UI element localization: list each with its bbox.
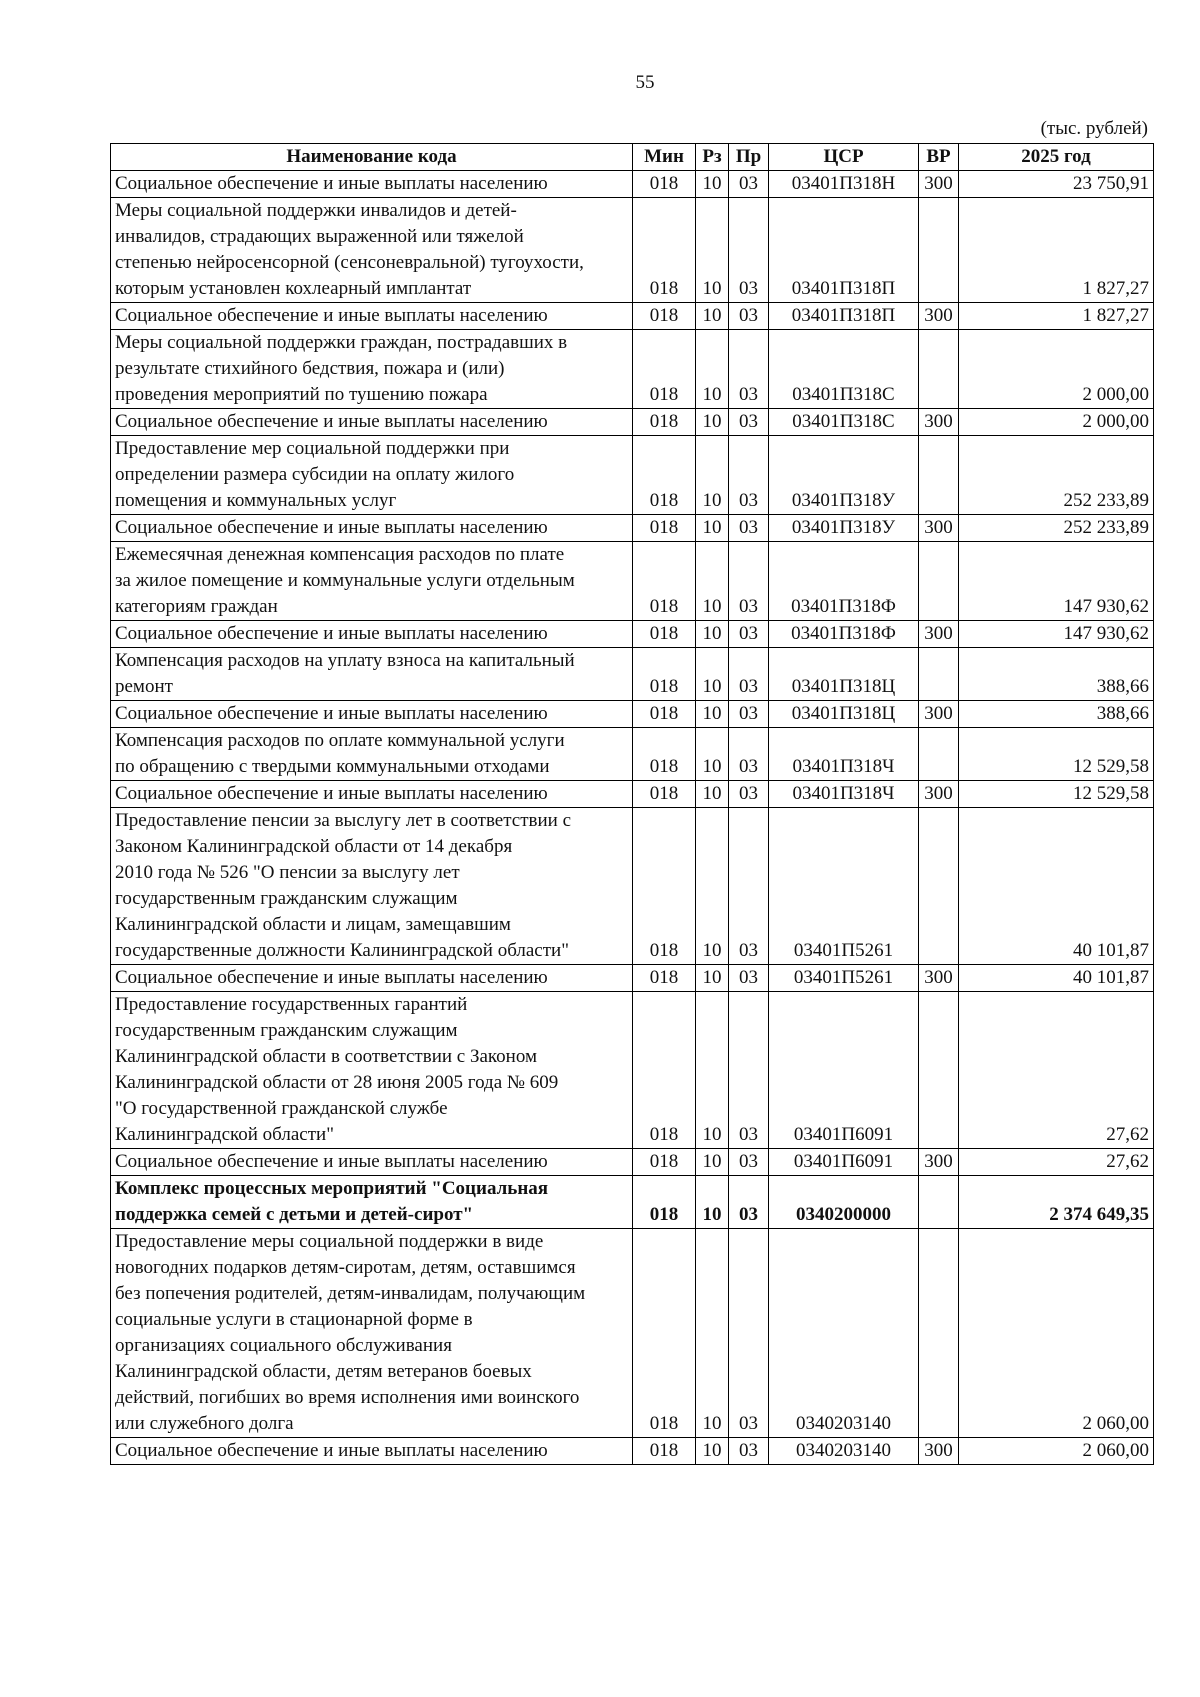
cell-amount: 12 529,58 [959, 728, 1154, 781]
cell-rz: 10 [696, 303, 729, 330]
cell-rz: 10 [696, 808, 729, 965]
cell-vr [919, 198, 959, 303]
table-row [111, 542, 1154, 621]
cell-pr: 03 [729, 648, 769, 701]
cell-rz: 10 [696, 728, 729, 781]
cell-min: 018 [633, 198, 696, 303]
cell-name: Социальное обеспечение и иные выплаты населению [111, 1149, 633, 1176]
cell-pr: 03 [729, 542, 769, 621]
cell-rz: 10 [696, 1149, 729, 1176]
cell-min: 018 [633, 808, 696, 965]
cell-csr: 03401П6091 [769, 992, 919, 1149]
cell-min: 018 [633, 728, 696, 781]
cell-amount: 2 000,00 [959, 330, 1154, 409]
cell-pr: 03 [729, 1229, 769, 1438]
cell-csr: 03401П318С [769, 409, 919, 436]
table-row [111, 198, 1154, 303]
units-label: (тыс. рублей) [1040, 118, 1148, 139]
cell-name: Социальное обеспечение и иные выплаты населению [111, 171, 633, 198]
cell-vr [919, 542, 959, 621]
cell-vr [919, 648, 959, 701]
cell-csr: 03401П6091 [769, 1149, 919, 1176]
table-row [111, 621, 1154, 648]
cell-name: Социальное обеспечение и иные выплаты населению [111, 965, 633, 992]
cell-csr: 03401П318Ч [769, 728, 919, 781]
cell-min: 018 [633, 1438, 696, 1465]
cell-amount: 2 060,00 [959, 1438, 1154, 1465]
cell-name: Социальное обеспечение и иные выплаты населению [111, 781, 633, 808]
table-row [111, 701, 1154, 728]
cell-vr [919, 808, 959, 965]
table-row [111, 1229, 1154, 1438]
cell-amount: 12 529,58 [959, 781, 1154, 808]
cell-csr: 0340203140 [769, 1229, 919, 1438]
table-row [111, 1438, 1154, 1465]
cell-pr: 03 [729, 436, 769, 515]
cell-amount: 23 750,91 [959, 171, 1154, 198]
cell-rz: 10 [696, 1438, 729, 1465]
cell-pr: 03 [729, 728, 769, 781]
cell-min: 018 [633, 1176, 696, 1229]
cell-amount: 388,66 [959, 701, 1154, 728]
cell-amount: 27,62 [959, 992, 1154, 1149]
cell-pr: 03 [729, 992, 769, 1149]
table-row [111, 648, 1154, 701]
cell-pr: 03 [729, 198, 769, 303]
cell-rz: 10 [696, 409, 729, 436]
cell-name: Предоставление меры социальной поддержки в виде новогодних подарков детям-сиротам, детям, оставшимся без попечения родителей, детям-инвалидам, получающим социальные услуги в стационарной форме в организациях социального обслуживания Калининградской области, детям ветеранов боевых действий, погибших во время исполнения ими воинского или служебного долга [111, 1229, 633, 1438]
cell-name: Компенсация расходов по оплате коммунальной услуги по обращению с твердыми коммунальными отходами [111, 728, 633, 781]
cell-rz: 10 [696, 515, 729, 542]
cell-name: Ежемесячная денежная компенсация расходов по плате за жилое помещение и коммунальные услуги отдельным категориям граждан [111, 542, 633, 621]
cell-csr: 03401П318С [769, 330, 919, 409]
budget-table [110, 143, 1154, 1465]
table-row [111, 1176, 1154, 1229]
cell-csr: 03401П318Ц [769, 648, 919, 701]
cell-min: 018 [633, 992, 696, 1149]
cell-pr: 03 [729, 409, 769, 436]
cell-csr: 03401П318П [769, 303, 919, 330]
cell-csr: 03401П318Ч [769, 781, 919, 808]
table-row [111, 303, 1154, 330]
cell-rz: 10 [696, 992, 729, 1149]
cell-csr: 03401П318Ф [769, 621, 919, 648]
cell-name: Социальное обеспечение и иные выплаты населению [111, 1438, 633, 1465]
cell-csr: 0340200000 [769, 1176, 919, 1229]
table-row [111, 409, 1154, 436]
cell-amount: 1 827,27 [959, 303, 1154, 330]
cell-min: 018 [633, 303, 696, 330]
cell-vr: 300 [919, 621, 959, 648]
cell-vr: 300 [919, 781, 959, 808]
cell-vr: 300 [919, 409, 959, 436]
table-row [111, 436, 1154, 515]
cell-vr: 300 [919, 965, 959, 992]
cell-name: Меры социальной поддержки инвалидов и детей- инвалидов, страдающих выраженной или тяжелой степенью нейросенсорной (сенсоневральной) тугоухости, которым установлен кохлеарный имплантат [111, 198, 633, 303]
table-header-row [111, 144, 1154, 171]
cell-amount: 2 000,00 [959, 409, 1154, 436]
cell-rz: 10 [696, 436, 729, 515]
cell-rz: 10 [696, 542, 729, 621]
header-amount: 2025 год [959, 144, 1154, 171]
cell-min: 018 [633, 409, 696, 436]
cell-min: 018 [633, 781, 696, 808]
cell-amount: 40 101,87 [959, 808, 1154, 965]
cell-pr: 03 [729, 1438, 769, 1465]
cell-name: Предоставление пенсии за выслугу лет в соответствии с Законом Калининградской области от 14 декабря 2010 года № 526 "О пенсии за выслугу лет государственным гражданским служащим Калининградской области и лицам, замещавшим государственные должности Калининградской области" [111, 808, 633, 965]
cell-rz: 10 [696, 198, 729, 303]
cell-pr: 03 [729, 781, 769, 808]
header-rz: Рз [696, 144, 729, 171]
cell-min: 018 [633, 1149, 696, 1176]
cell-name: Социальное обеспечение и иные выплаты населению [111, 621, 633, 648]
cell-amount: 252 233,89 [959, 515, 1154, 542]
cell-csr: 03401П318Н [769, 171, 919, 198]
cell-csr: 03401П318Ф [769, 542, 919, 621]
cell-name: Предоставление мер социальной поддержки при определении размера субсидии на оплату жилого помещения и коммунальных услуг [111, 436, 633, 515]
cell-amount: 252 233,89 [959, 436, 1154, 515]
cell-csr: 03401П318П [769, 198, 919, 303]
cell-pr: 03 [729, 171, 769, 198]
table-row [111, 781, 1154, 808]
cell-amount: 388,66 [959, 648, 1154, 701]
table-row [111, 1149, 1154, 1176]
cell-csr: 03401П318Ц [769, 701, 919, 728]
cell-name: Меры социальной поддержки граждан, пострадавших в результате стихийного бедствия, пожара и (или) проведения мероприятий по тушению пожара [111, 330, 633, 409]
cell-rz: 10 [696, 171, 729, 198]
cell-vr [919, 436, 959, 515]
header-min: Мин [633, 144, 696, 171]
cell-csr: 03401П5261 [769, 808, 919, 965]
cell-amount: 1 827,27 [959, 198, 1154, 303]
cell-vr: 300 [919, 515, 959, 542]
cell-pr: 03 [729, 330, 769, 409]
table-row [111, 171, 1154, 198]
cell-name: Социальное обеспечение и иные выплаты населению [111, 409, 633, 436]
cell-rz: 10 [696, 648, 729, 701]
cell-min: 018 [633, 965, 696, 992]
cell-rz: 10 [696, 1229, 729, 1438]
header-vr: ВР [919, 144, 959, 171]
page-number: 55 [635, 72, 655, 93]
cell-pr: 03 [729, 965, 769, 992]
cell-vr [919, 992, 959, 1149]
header-csr: ЦСР [769, 144, 919, 171]
cell-csr: 0340203140 [769, 1438, 919, 1465]
cell-vr [919, 1229, 959, 1438]
header-pr: Пр [729, 144, 769, 171]
table-row [111, 992, 1154, 1149]
cell-min: 018 [633, 542, 696, 621]
cell-amount: 2 374 649,35 [959, 1176, 1154, 1229]
cell-pr: 03 [729, 1176, 769, 1229]
cell-name: Комплекс процессных мероприятий "Социальная поддержка семей с детьми и детей-сирот" [111, 1176, 633, 1229]
cell-vr [919, 1176, 959, 1229]
cell-pr: 03 [729, 808, 769, 965]
cell-vr: 300 [919, 1438, 959, 1465]
cell-pr: 03 [729, 621, 769, 648]
cell-csr: 03401П318У [769, 515, 919, 542]
cell-min: 018 [633, 701, 696, 728]
header-name: Наименование кода [111, 144, 633, 171]
cell-amount: 2 060,00 [959, 1229, 1154, 1438]
cell-amount: 147 930,62 [959, 542, 1154, 621]
cell-vr: 300 [919, 303, 959, 330]
cell-min: 018 [633, 330, 696, 409]
table-row [111, 808, 1154, 965]
cell-rz: 10 [696, 781, 729, 808]
cell-min: 018 [633, 436, 696, 515]
cell-min: 018 [633, 621, 696, 648]
cell-name: Социальное обеспечение и иные выплаты населению [111, 515, 633, 542]
cell-rz: 10 [696, 701, 729, 728]
cell-vr [919, 330, 959, 409]
table-row [111, 330, 1154, 409]
table-row [111, 515, 1154, 542]
cell-csr: 03401П318У [769, 436, 919, 515]
cell-amount: 147 930,62 [959, 621, 1154, 648]
table-row [111, 965, 1154, 992]
cell-pr: 03 [729, 701, 769, 728]
cell-rz: 10 [696, 965, 729, 992]
cell-pr: 03 [729, 1149, 769, 1176]
cell-min: 018 [633, 171, 696, 198]
cell-name: Социальное обеспечение и иные выплаты населению [111, 701, 633, 728]
cell-vr [919, 728, 959, 781]
cell-amount: 27,62 [959, 1149, 1154, 1176]
cell-rz: 10 [696, 1176, 729, 1229]
cell-vr: 300 [919, 1149, 959, 1176]
cell-name: Социальное обеспечение и иные выплаты населению [111, 303, 633, 330]
cell-vr: 300 [919, 171, 959, 198]
cell-pr: 03 [729, 303, 769, 330]
cell-min: 018 [633, 515, 696, 542]
cell-amount: 40 101,87 [959, 965, 1154, 992]
cell-rz: 10 [696, 621, 729, 648]
cell-min: 018 [633, 648, 696, 701]
cell-vr: 300 [919, 701, 959, 728]
cell-name: Предоставление государственных гарантий государственным гражданским служащим Калининградской области в соответствии с Законом Калининградской области от 28 июня 2005 года № 609 "О государственной гражданской службе Калининградской области" [111, 992, 633, 1149]
cell-csr: 03401П5261 [769, 965, 919, 992]
cell-rz: 10 [696, 330, 729, 409]
table-row [111, 728, 1154, 781]
cell-min: 018 [633, 1229, 696, 1438]
cell-name: Компенсация расходов на уплату взноса на капитальный ремонт [111, 648, 633, 701]
cell-pr: 03 [729, 515, 769, 542]
